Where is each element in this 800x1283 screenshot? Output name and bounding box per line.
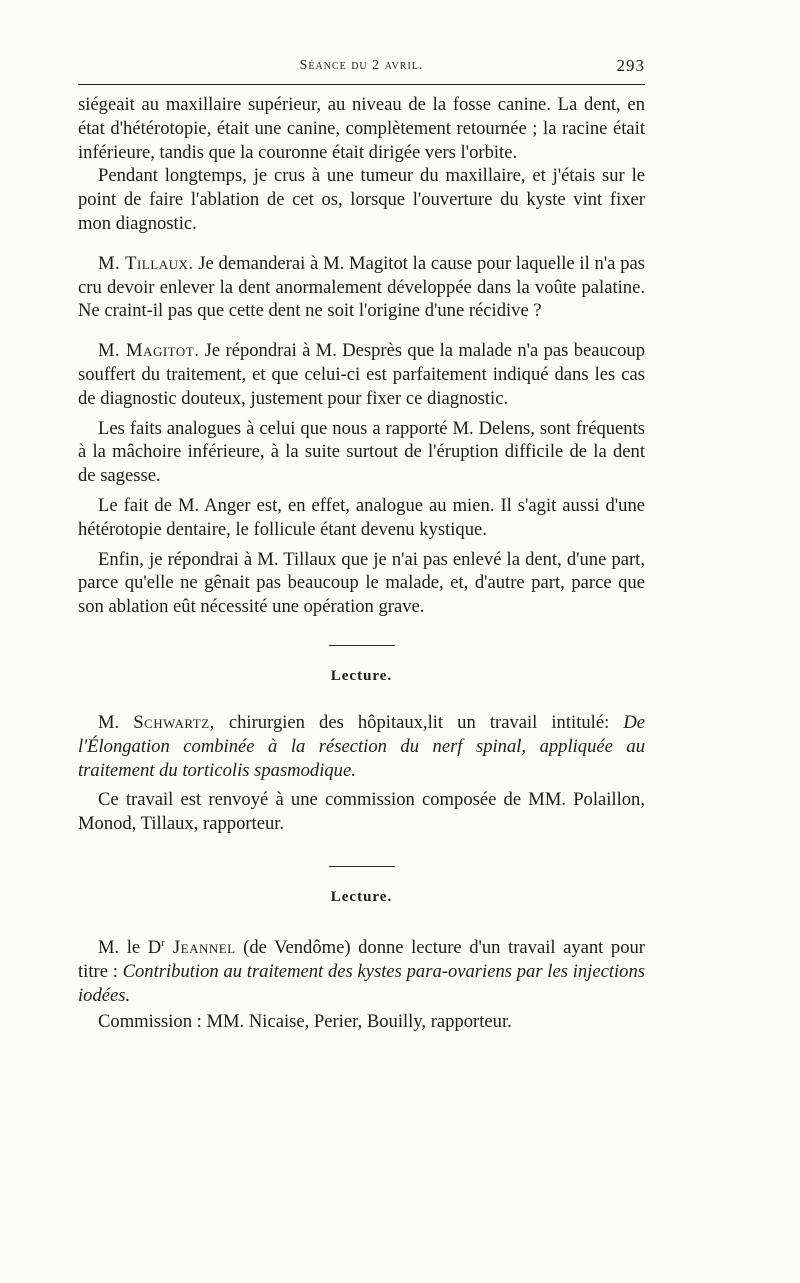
speech-text: Je répondrai à M. Desprès que la malade n'a pas beaucoup souffert du traitement, et que celui-ci est parfaitement indiqué dans les cas de diagnostic douteux, justement pour fixer ce diagnostic. — [78, 340, 645, 409]
paragraph-tillaux — [78, 252, 645, 323]
paragraph: Commission : MM. Nicaise, Perier, Bouilly, rapporteur. — [98, 1010, 512, 1032]
header-rule — [78, 84, 645, 85]
running-header — [78, 52, 645, 78]
section-separator — [329, 866, 395, 867]
paragraph-schwartz — [78, 711, 645, 782]
text-fragment: chirurgien des hôpitaux,lit un travail intitulé: — [214, 711, 624, 733]
paragraph: Les faits analogues à celui que nous a rapporté M. Delens, sont fréquents à la mâchoire inférieure, à la suite surtout de l'éruption difficile de la dent de sagesse. — [78, 417, 645, 487]
speaker-name: M. Magitot. — [98, 340, 200, 362]
paragraph: Enfin, je répondrai à M. Tillaux que je n'ai pas enlevé la dent, d'une part, parce qu'elle ne gênait pas beaucoup le malade, et, d'autre part, parce que son ablation eût nécessité une opération grave. — [78, 548, 645, 618]
paragraph: Ce travail est renvoyé à une commission composée de MM. Polaillon, Monod, Tillaux, rapporteur. — [78, 789, 645, 835]
speech-text: Je demanderai à M. Magitot la cause pour laquelle il n'a pas cru devoir enlever la dent anormalement développée dans la voûte palatine. Ne craint-il pas que cette dent ne soit l'origine d'une récidive ? — [78, 252, 645, 322]
paragraph: Le fait de M. Anger est, en effet, analogue au mien. Il s'agit aussi d'une hétérotopie dentaire, le follicule étant devenu kystique. — [78, 494, 645, 540]
page-number: 293 — [616, 56, 645, 75]
header-title: Séance du 2 avril. — [299, 58, 424, 73]
speaker-name: Schwartz, — [133, 711, 215, 733]
document-page — [78, 52, 645, 1033]
work-title: Contribution au traitement des kystes para-ovariens par les injections iodées. — [78, 960, 646, 1006]
text-fragment: M. — [98, 711, 134, 733]
text-fragment: (de Vendôme) donne lecture d'un travail ayant pour titre : — [78, 937, 645, 982]
paragraph: Pendant longtemps, je crus à une tumeur du maxillaire, et j'étais sur le point de faire l'ablation de cet os, lorsque l'ouverture du kyste vint fixer mon diagnostic. — [78, 165, 645, 234]
section-heading: Lecture. — [330, 667, 393, 684]
text-fragment: M. le D — [98, 937, 162, 959]
section-separator — [329, 645, 395, 646]
paragraph: siégeait au maxillaire supérieur, au niveau de la fosse canine. La dent, en état d'hétérotopie, était une canine, complètement retournée ; la racine était inférieure, tandis que la couronne était dirigée vers l'orbite. — [78, 94, 645, 163]
paragraph-magitot — [78, 339, 645, 410]
speaker-name: M. Tillaux. — [98, 252, 194, 274]
speaker-name: Jeannel — [164, 937, 236, 959]
paragraph-jeannel — [78, 932, 645, 1008]
superscript: r — [161, 936, 165, 949]
work-title: De l'Élongation combinée à la résection du nerf spinal, appliquée au traitement du torticolis spasmodique. — [78, 711, 645, 781]
section-heading: Lecture. — [330, 888, 393, 905]
